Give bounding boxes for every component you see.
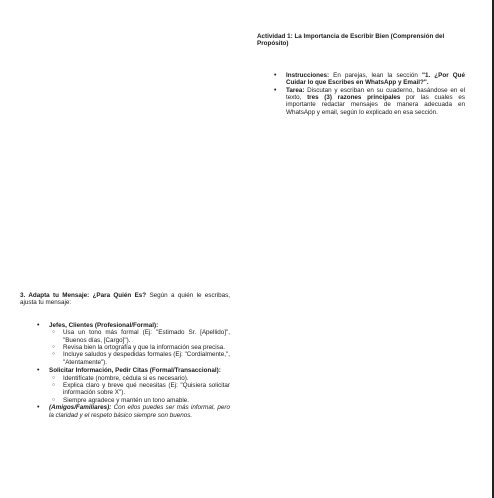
instructions-label: Instrucciones: — [286, 71, 330, 79]
list-item: ○ Identifícate (nombre, cédula si es necesario). — [49, 375, 230, 382]
group-transactional-title: Solicitar Información, Pedir Citas (Formal/Transaccional): — [49, 367, 221, 375]
group-family-text: Con ellos puedes ser más informal, pero la claridad y el respeto básico siempre son buenos. — [49, 404, 230, 419]
group-formal-subitems — [49, 329, 230, 366]
group-transactional-subitems — [49, 375, 230, 405]
adapt-intro-text: Según a quién le escribas, ajusta tu mensaje: — [20, 292, 230, 307]
activity-title: Actividad 1: La Importancia de Escribir Bien (Comprensión del Propósito) — [257, 33, 445, 48]
task-item — [257, 87, 465, 117]
list-item: ○ Revisa bien la ortografía y que la información sea precisa. — [49, 344, 230, 351]
instructions-section-ref: "1. ¿Por Qué Cuidar lo que Escribes en WhatsApp y Email?". — [286, 71, 465, 87]
task-text-a: Discutan y escriban en su cuaderno, basándose en el texto, — [286, 86, 465, 102]
task-text-b: por las cuales es importante redactar mensajes de manera adecuada en WhatsApp y email, según lo explicado en esa sección. — [286, 94, 465, 116]
list-item: ○ Explica claro y breve qué necesitas (Ej: "Quisiera solicitar información sobre X"). — [49, 382, 230, 397]
activity-list — [257, 72, 465, 116]
activity-section — [257, 33, 465, 116]
list-item: ○ Siempre agradece y mantén un tono amable. — [49, 397, 230, 404]
group-formal-title: Jefes, Clientes (Profesional/Formal): — [49, 321, 159, 329]
list-item: ○ Usa un tono más formal (Ej: "Estimado Sr. [Apellido]", "Buenos días, [Cargo]"). — [49, 329, 230, 344]
instructions-item — [257, 72, 465, 87]
group-family — [20, 404, 230, 419]
adapt-section — [20, 292, 230, 419]
task-label: Tarea: — [286, 86, 305, 94]
group-transactional — [20, 367, 230, 404]
adapt-heading: 3. Adapta tu Mensaje: ¿Para Quién Es? — [20, 292, 147, 299]
group-formal — [20, 322, 230, 366]
instructions-text: En parejas, lean la sección — [329, 71, 422, 79]
list-item: ○ Incluye saludos y despedidas formales (Ej: "Cordialmente,", "Atentamente"). — [49, 351, 230, 366]
adapt-intro — [20, 292, 230, 307]
adapt-list — [20, 322, 230, 419]
group-family-title: (Amigos/Familiares): — [49, 404, 112, 412]
task-reasons: tres (3) razones principales — [307, 94, 401, 102]
